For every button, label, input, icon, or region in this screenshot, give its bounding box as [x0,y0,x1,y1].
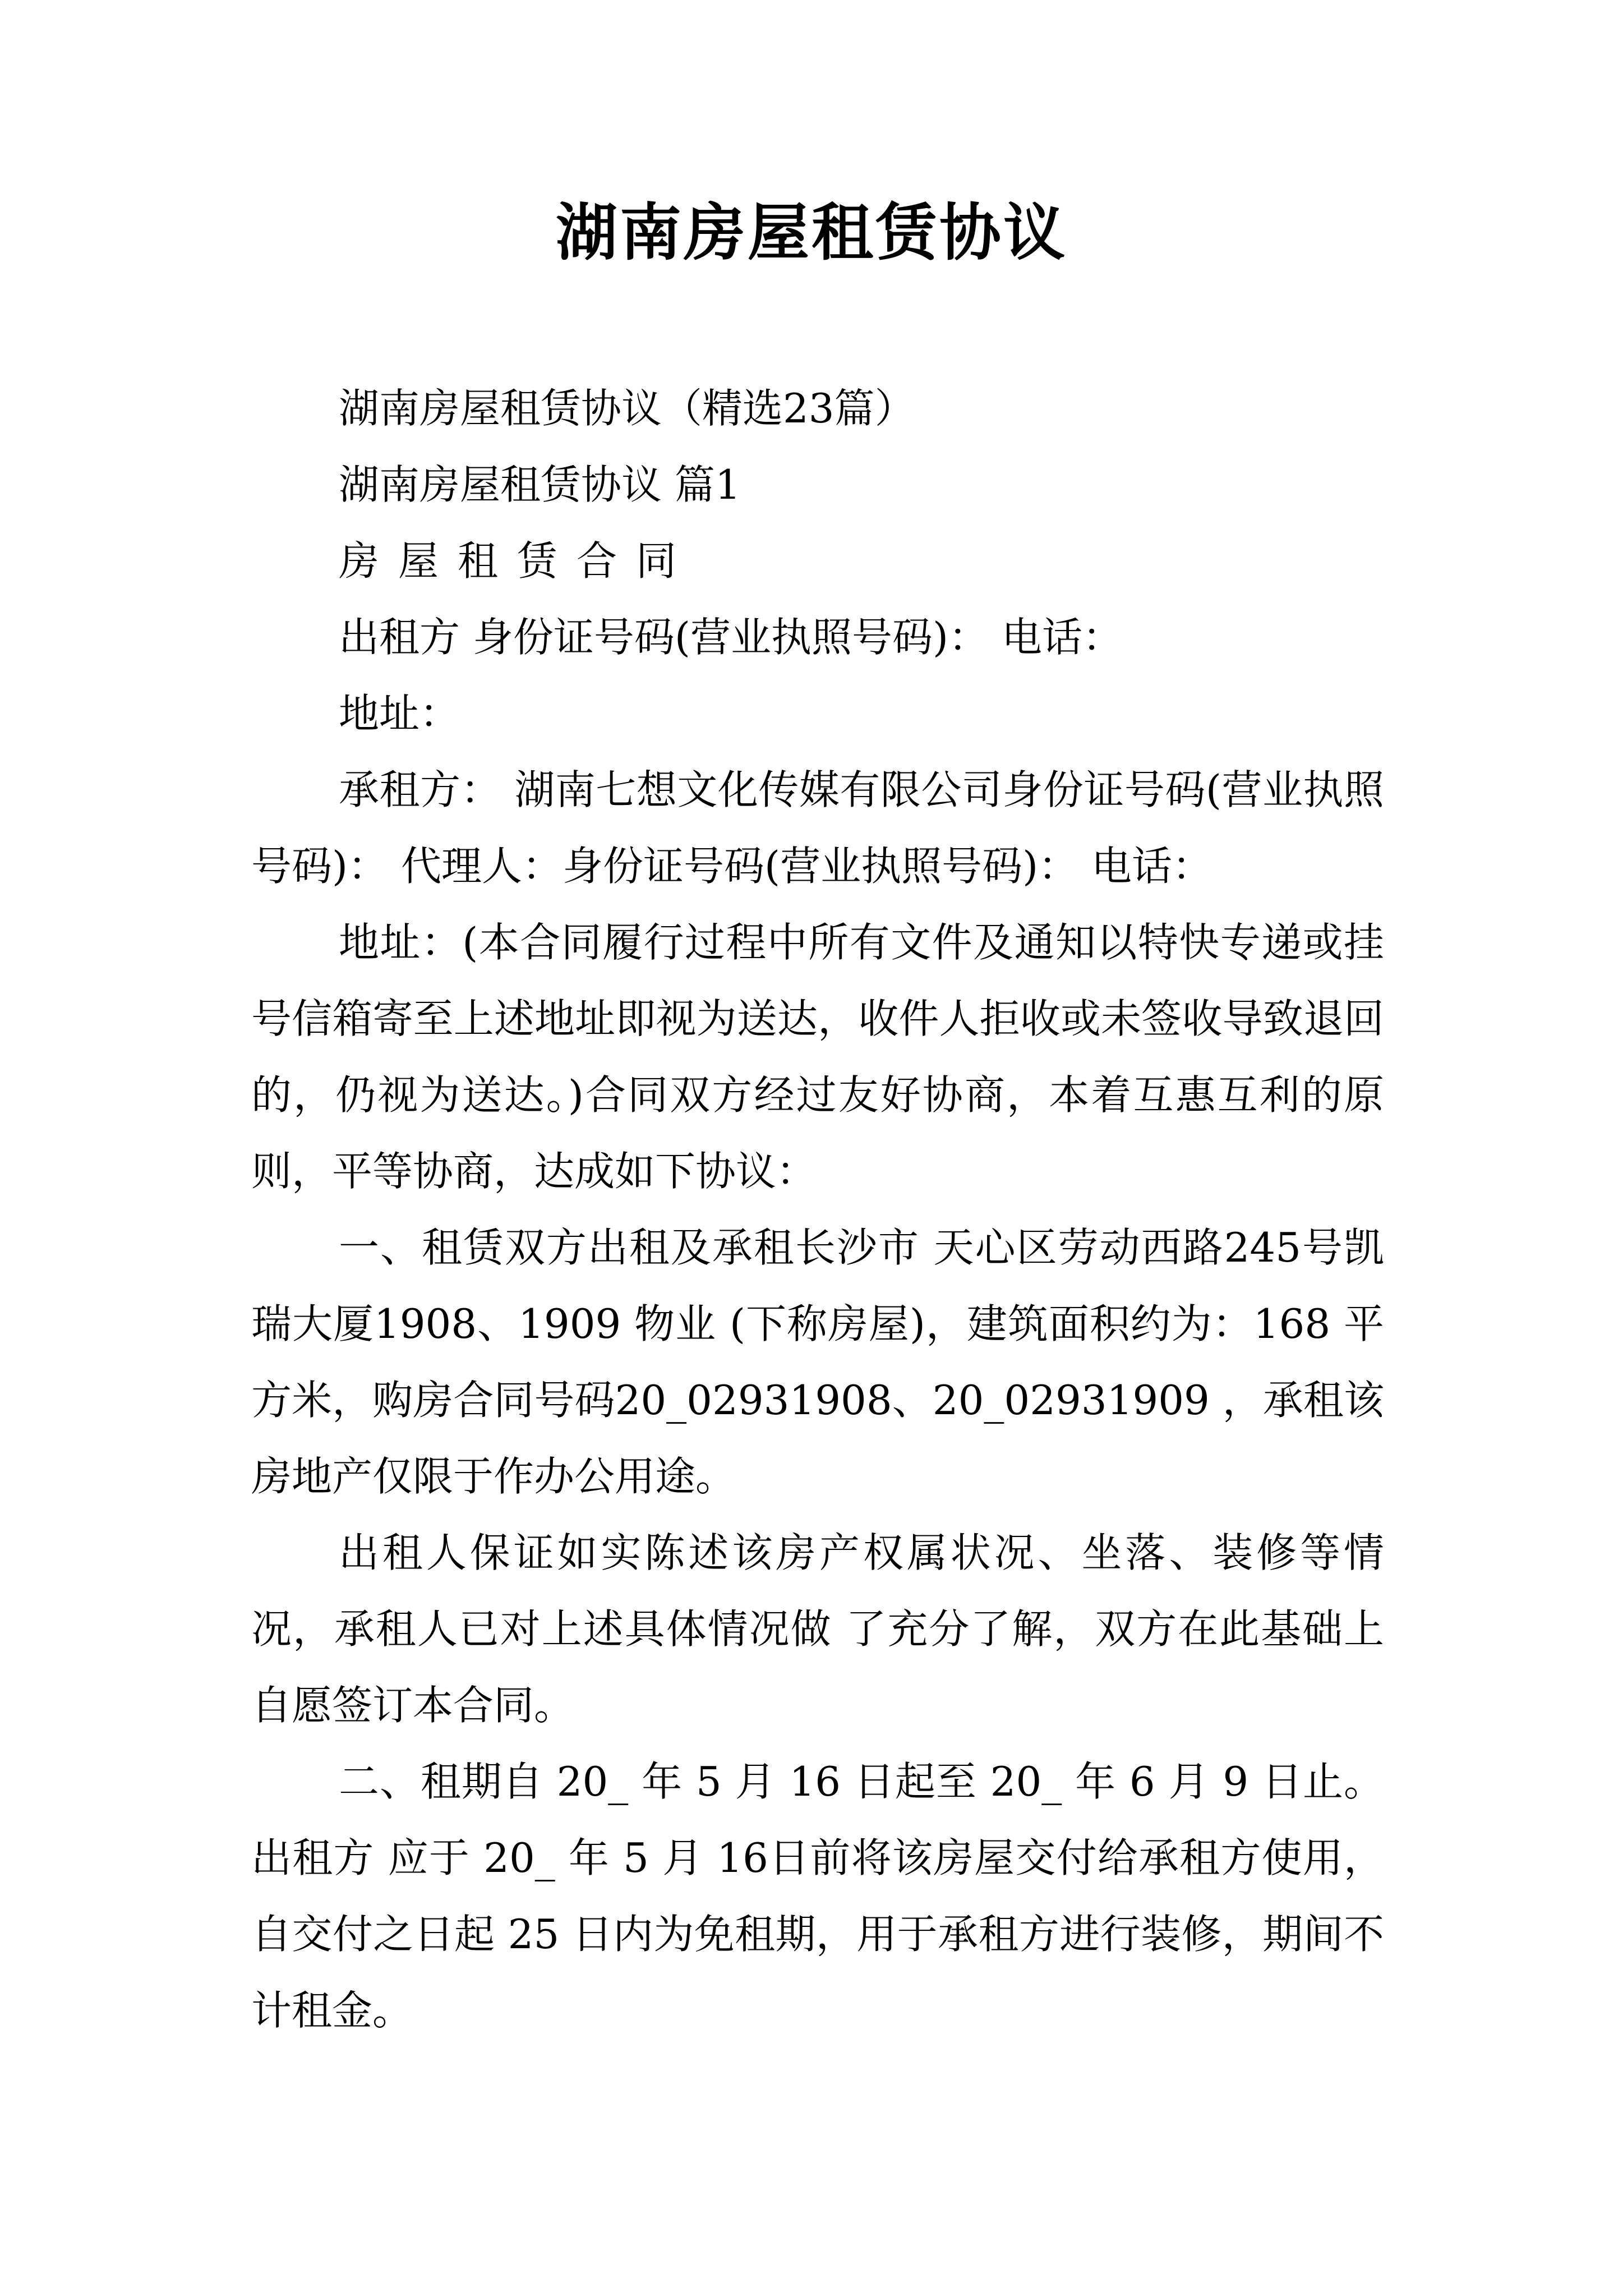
lessor-guarantee-paragraph: 出租人保证如实陈述该房产权属状况、坐落、装修等情况，承租人已对上述具体情况做 了充分了解，双方在此基础上自愿签订本合同。 [251,1529,1384,1729]
document-body [251,370,1384,2049]
document-title: 湖南房屋租赁协议 [556,196,1067,269]
section-heading: 湖南房屋租赁协议 篇1 [339,461,741,508]
lessor-info-paragraph: 出租方 身份证号码(营业执照号码)： 电话： [339,614,1123,661]
lessor-address-paragraph: 地址： [339,690,460,737]
clause-2-paragraph: 二、租期自 20_ 年 5 月 16 日起至 20_ 年 6 月 9 日止。出租方 应于 20_ 年 5 月 16日前将该房屋交付给承租方使用，自交付之日起 25 日内为免租期，用于承租方进行装修，期间不计租金。 [251,1758,1384,2034]
lessee-info-paragraph: 承租方： 湖南七想文化传媒有限公司身份证号码(营业执照号码)： 代理人：身份证号码(营业执照号码)： 电话： [251,766,1384,890]
subtitle-paragraph: 湖南房屋租赁协议（精选23篇） [339,385,915,432]
lessee-address-paragraph: 地址：(本合同履行过程中所有文件及通知以特快专递或挂号信箱寄至上述地址即视为送达，收件人拒收或未签收导致退回的，仍视为送达。)合同双方经过友好协商，本着互惠互利的原则，平等协商，达成如下协议： [251,919,1384,1195]
contract-heading: 房屋租赁合同 [339,537,696,585]
clause-1-paragraph: 一、租赁双方出租及承租长沙市 天心区劳动西路245号凯瑞大厦1908、1909 物业 (下称房屋)，建筑面积约为：168 平方米，购房合同号码20_02931908、20_02931909 ，承租该房地产仅限于作办公用途。 [251,1224,1384,1500]
